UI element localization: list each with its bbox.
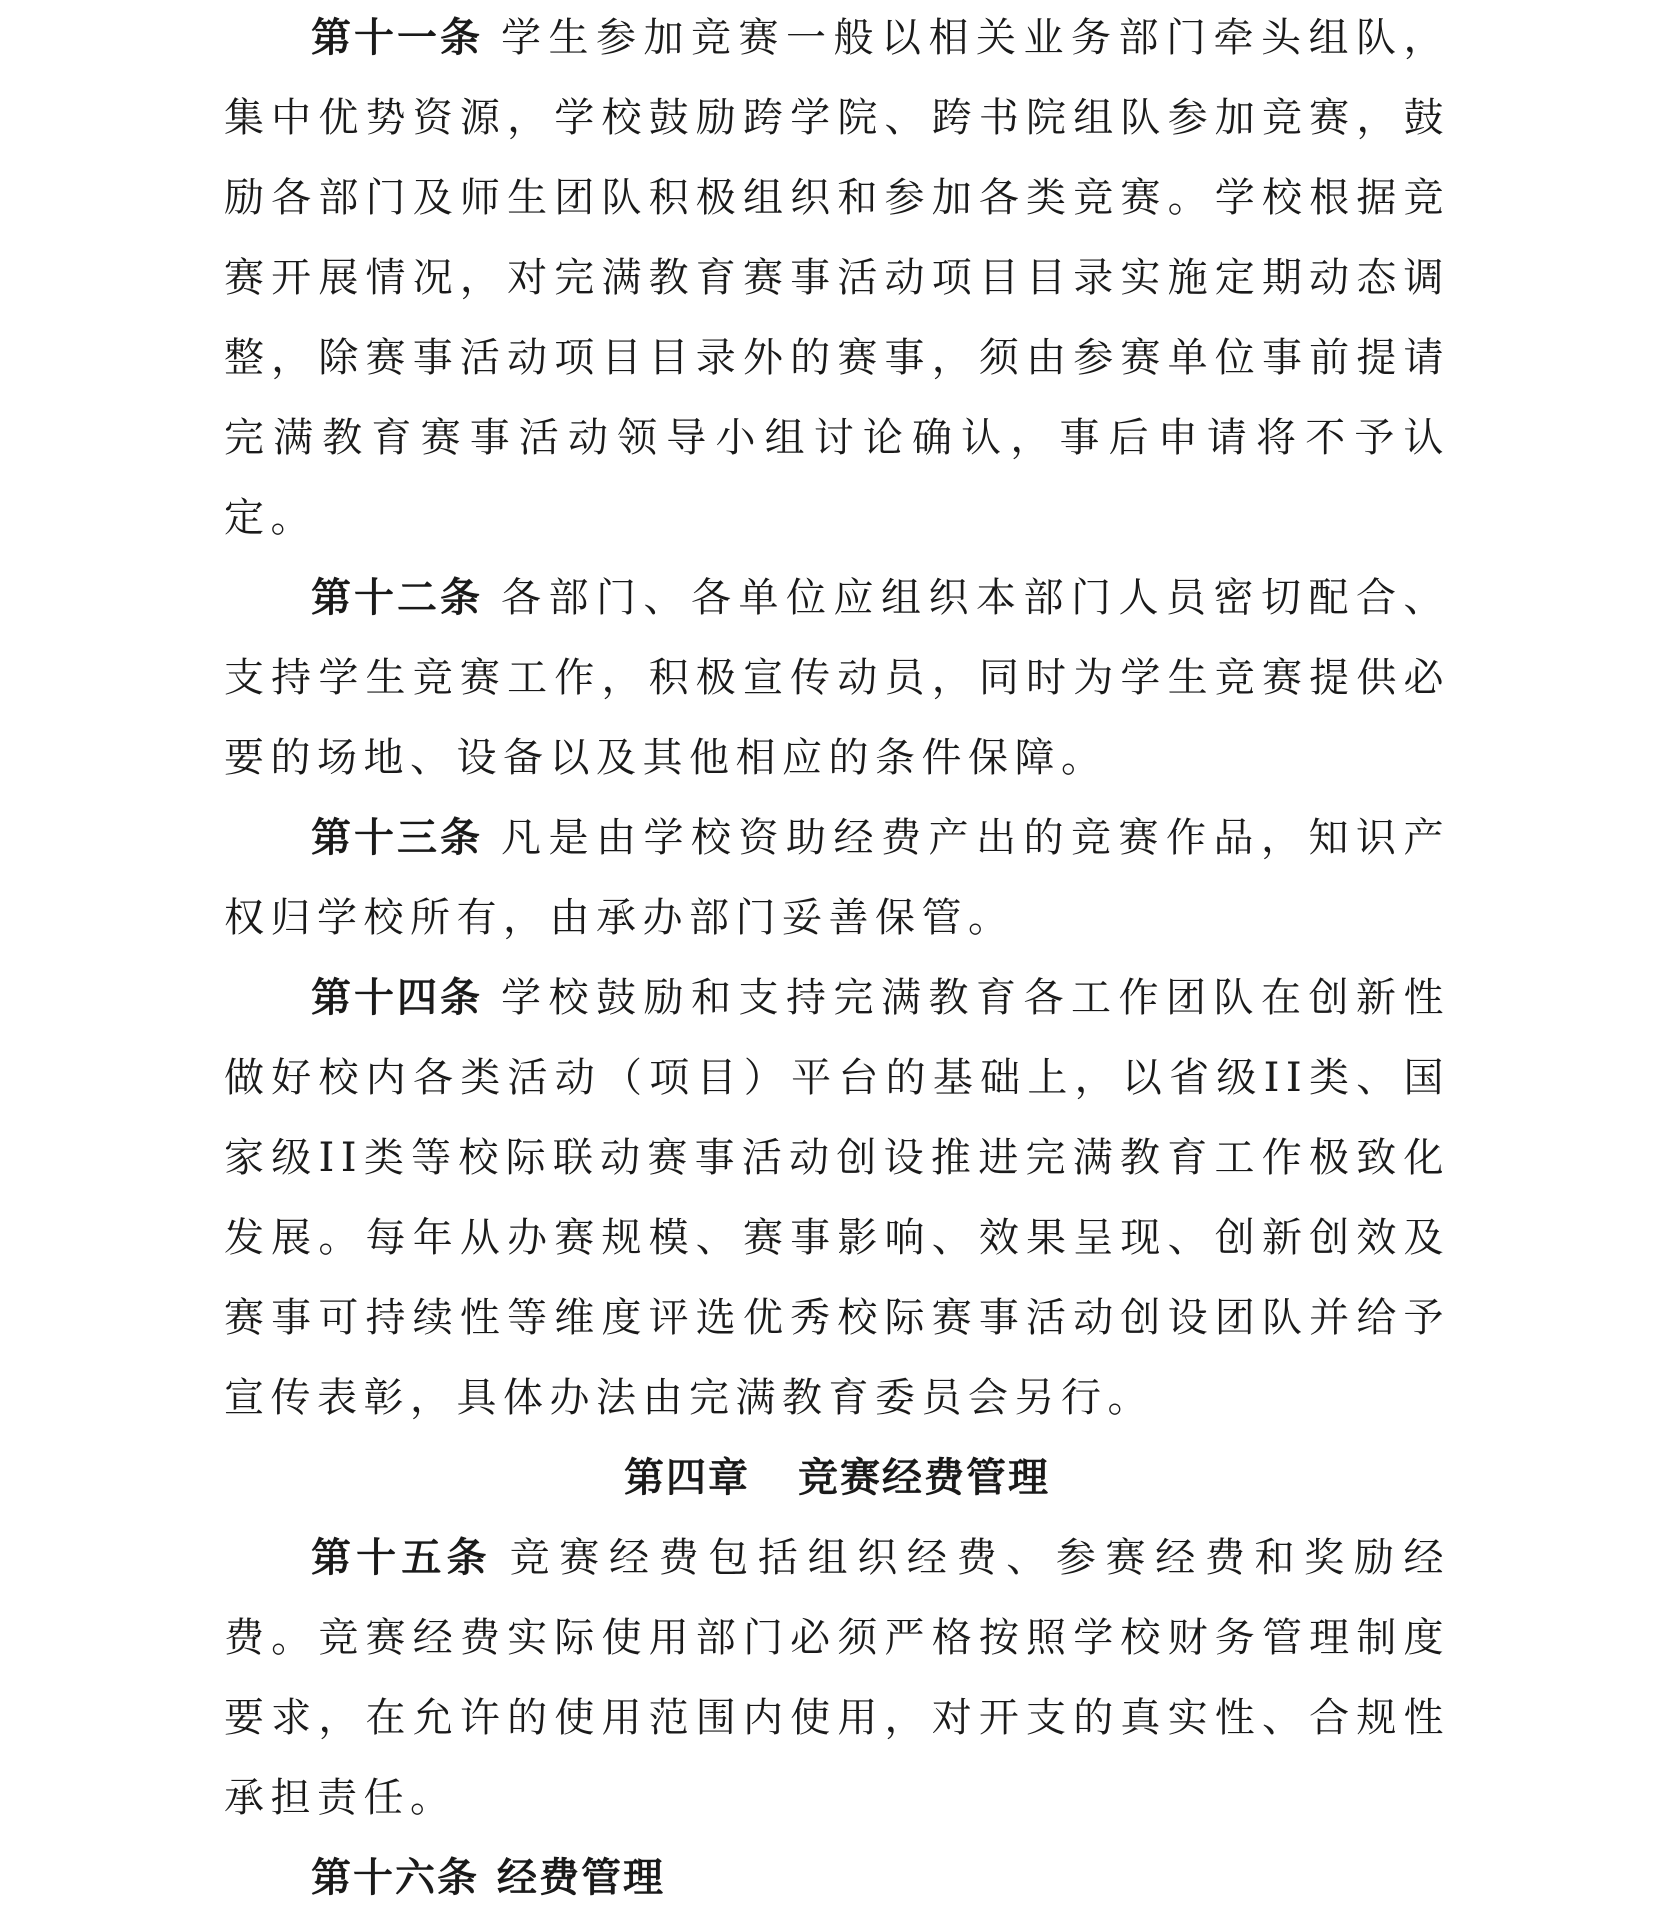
article-16-body: 经费管理 [497, 1855, 665, 1901]
article-15 [224, 1518, 1450, 1838]
article-14-body: 学校鼓励和支持完满教育各工作团队在创新性做好校内各类活动（项目）平台的基础上，以省级II类、国家级II类等校际联动赛事活动创设推进完满教育工作极致化发展。每年从办赛规模、赛事影响、效果呈现、创新创效及赛事可持续性等维度评选优秀校际赛事活动创设团队并给予宣传表彰，具体办法由完满教育委员会另行。 [224, 975, 1450, 1421]
article-15-heading: 第十五条 [311, 1535, 492, 1581]
article-16-heading: 第十六条 [311, 1855, 479, 1901]
article-12-body: 各部门、各单位应组织本部门人员密切配合、支持学生竞赛工作，积极宣传动员，同时为学生竞赛提供必要的场地、设备以及其他相应的条件保障。 [224, 575, 1450, 781]
article-16 [224, 1838, 1450, 1918]
article-11-heading: 第十一条 [311, 15, 483, 61]
article-11 [224, 0, 1450, 558]
article-13 [224, 798, 1450, 958]
article-12-heading: 第十二条 [311, 575, 483, 621]
article-13-heading: 第十三条 [311, 815, 483, 861]
chapter-heading [224, 1438, 1450, 1518]
article-12 [224, 558, 1450, 798]
chapter-title: 竞赛经费管理 [798, 1455, 1050, 1501]
article-15-body: 竞赛经费包括组织经费、参赛经费和奖励经费。竞赛经费实际使用部门必须严格按照学校财务管理制度要求，在允许的使用范围内使用，对开支的真实性、合规性承担责任。 [224, 1535, 1451, 1821]
article-14-heading: 第十四条 [311, 975, 483, 1021]
article-11-body: 学生参加竞赛一般以相关业务部门牵头组队，集中优势资源，学校鼓励跨学院、跨书院组队参加竞赛，鼓励各部门及师生团队积极组织和参加各类竞赛。学校根据竞赛开展情况，对完满教育赛事活动项目目录实施定期动态调整，除赛事活动项目目录外的赛事，须由参赛单位事前提请完满教育赛事活动领导小组讨论确认，事后申请将不予认定。 [224, 15, 1450, 541]
chapter-number: 第四章 [624, 1455, 750, 1501]
article-14 [224, 958, 1450, 1438]
article-13-body: 凡是由学校资助经费产出的竞赛作品，知识产权归学校所有，由承办部门妥善保管。 [224, 815, 1450, 941]
document-content [224, 0, 1450, 1918]
